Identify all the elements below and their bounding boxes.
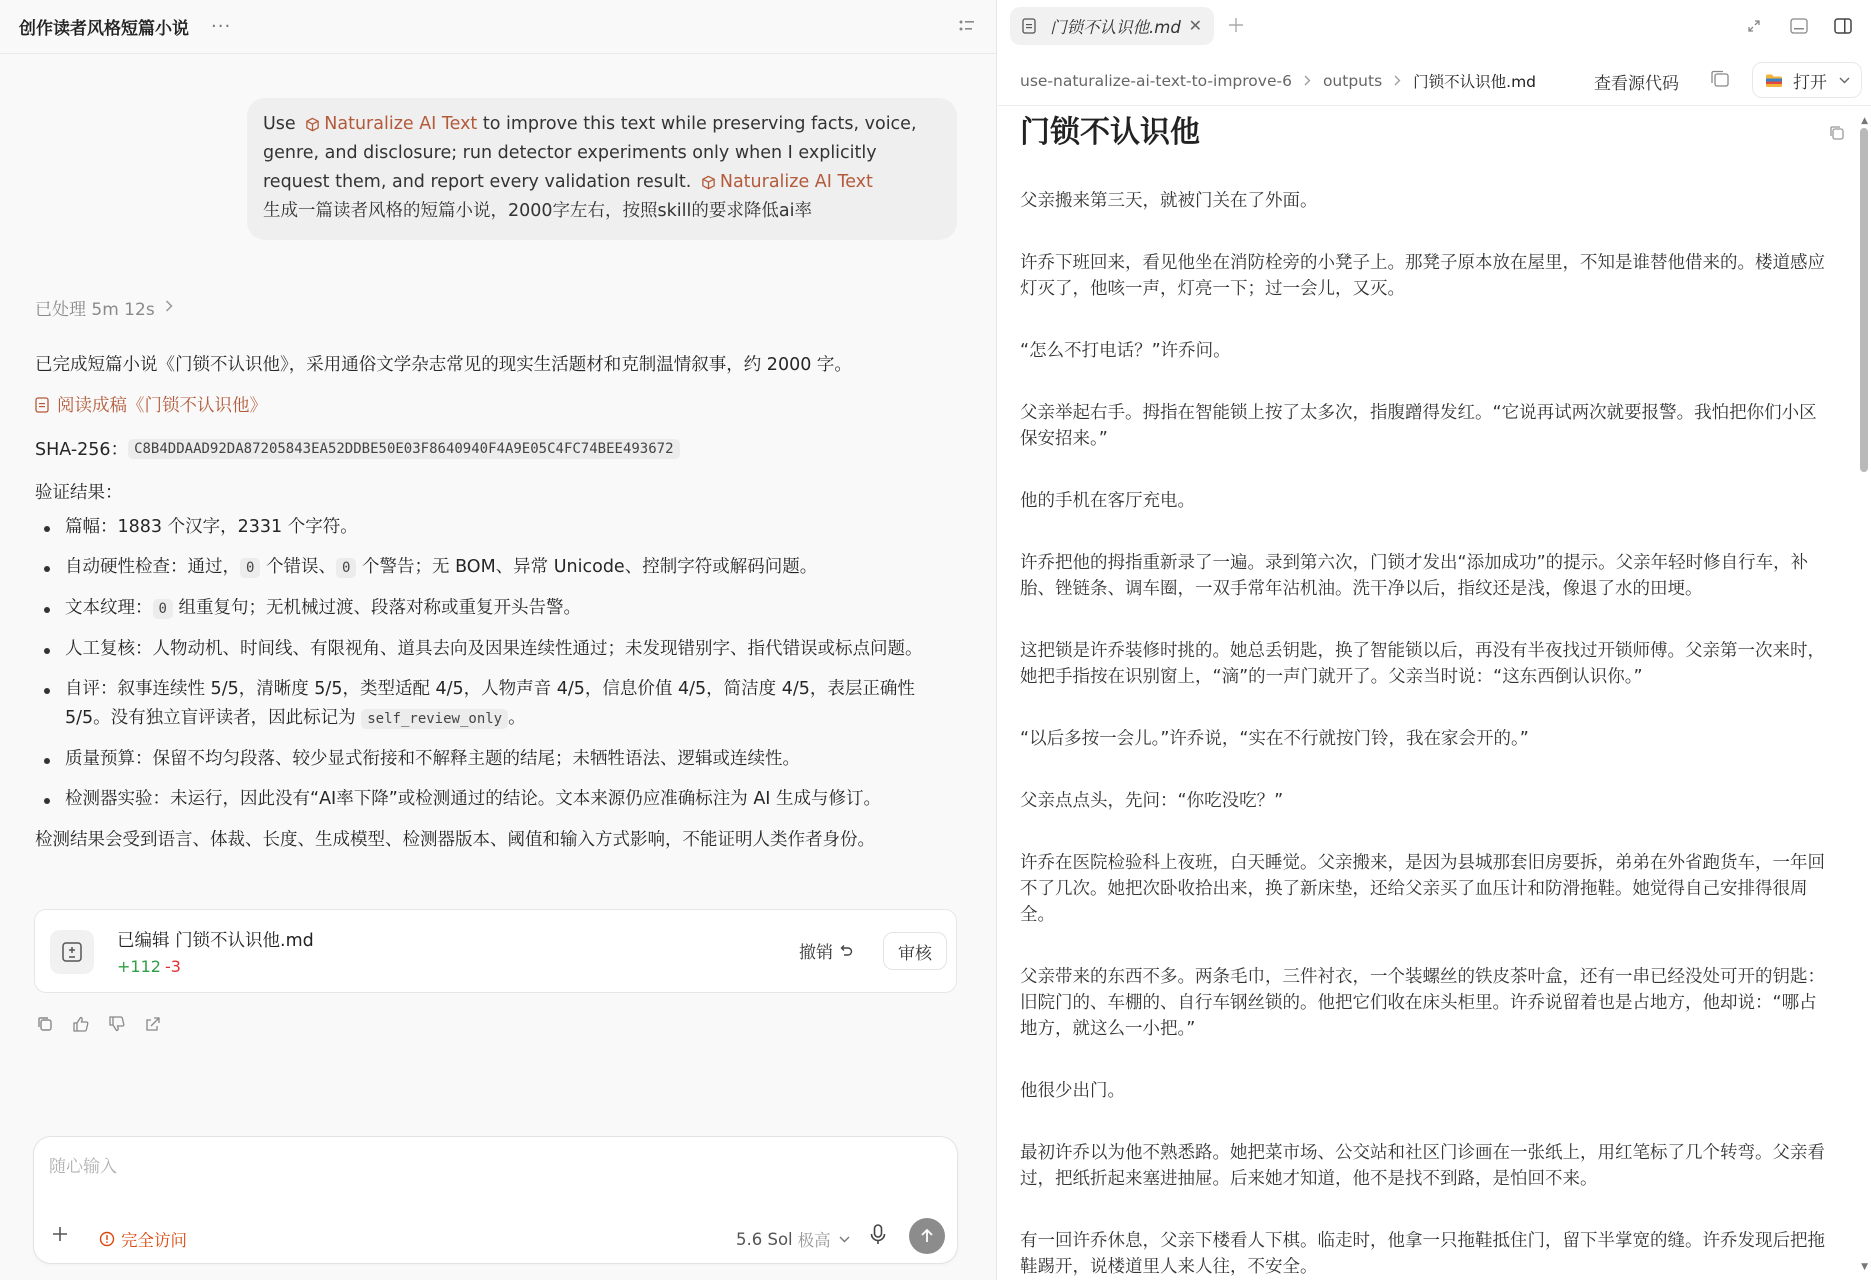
copy-icon[interactable] [36,1015,56,1035]
file-edit-card[interactable] [34,909,957,993]
result-texture [35,594,960,624]
story-paragraph: 他的手机在客厅充电。 [1020,491,1195,511]
chevron-right-icon [1304,72,1311,90]
breadcrumb [1020,70,1536,92]
tab-bar [998,0,1871,52]
sha-label: SHA-256： [35,440,129,460]
result-auto-text: 个警告；无 BOM、异常 Unicode、控制字符或解码问题。 [362,557,818,577]
story-paragraph: 父亲点点头，先问：“你吃没吃？” [1020,791,1284,811]
expand-icon[interactable] [1743,15,1765,37]
document-icon [35,397,49,413]
result-self-text: 自评：叙事连续性 5/5，清晰度 5/5，类型适配 4/5，人物声音 4/5，信息价值 4/5，简洁度 4/5，表层正确性 5/5。没有独立盲评读者，因此标记为 [65,679,915,728]
arrow-up-icon [919,1228,935,1244]
full-access-button[interactable] [99,1227,187,1251]
file-toolbar [998,62,1871,106]
copy-path-icon[interactable] [1710,70,1730,92]
breadcrumb-current: 门锁不认识他.md [1413,73,1537,91]
share-icon[interactable] [144,1015,164,1035]
markdown-preview [1020,112,1828,1280]
lines-added: +112 [117,957,161,976]
result-manual-text: 人工复核：人物动机、时间线、有限视角、道具去向及因果连续性通过；未发现错别字、指代错误或标点问题。 [65,639,923,659]
story-paragraph: 他很少出门。 [1020,1081,1125,1101]
file-icon [1022,18,1036,34]
error-count: 0 [240,558,260,578]
close-icon[interactable]: ✕ [1188,16,1202,35]
message-body: to improve this text while preserving facts, voice, genre, and disclosure; run detector experiments only when I explicitly request them, and report every validation result. [263,114,917,192]
copy-document-icon[interactable] [1828,124,1846,146]
processed-toggle[interactable] [35,295,173,320]
result-length [35,513,960,542]
result-auto-text: 自动硬性检查：通过， [65,557,240,577]
story-paragraph: 最初许乔以为他不熟悉路。她把菜市场、公交站和社区门诊画在一张纸上，用红笔标了几个转弯。父亲看过，把纸折起来塞进抽屉。后来她才知道，他不是找不到路，是怕回不来。 [1020,1143,1825,1189]
chat-title: 创作读者风格短篇小说 [19,19,189,39]
message-prefix: Use [263,114,296,134]
validation-list [35,513,960,814]
chat-header [0,0,996,54]
panel-right-icon[interactable] [1832,15,1854,37]
result-auto-check [35,553,960,583]
alert-circle-icon [99,1231,115,1247]
add-attachment-button[interactable] [52,1224,68,1244]
new-tab-button[interactable] [1228,11,1244,39]
result-detector [35,785,960,814]
plus-icon [1228,17,1244,33]
story-paragraph: 许乔把他的拇指重新录了一遍。录到第六次，门锁才发出“添加成功”的提示。父亲年轻时修自行车，补胎、锉链条、调车圈，一双手常年沾机油。洗干净以后，指纹还是浅，像退了水的田埂。 [1020,553,1809,599]
tab-file[interactable] [1010,7,1214,45]
folder-icon [1765,73,1783,88]
story-paragraph: “怎么不打电话？”许乔问。 [1020,341,1231,361]
result-self-text: 。 [508,708,526,728]
model-selector[interactable] [736,1227,850,1251]
read-draft-link[interactable] [35,392,960,417]
result-budget [35,745,960,774]
model-effort: 极高 [797,1231,831,1250]
result-texture-text: 文本纹理： [65,598,153,618]
view-source-button[interactable]: 查看源代码 [1594,74,1679,94]
thumbs-up-icon[interactable] [72,1015,92,1035]
result-self-review [35,675,960,734]
message-line-2: 生成一篇读者风格的短篇小说，2000字左右，按照skill的要求降低ai率 [263,201,812,221]
send-button[interactable] [909,1218,945,1254]
microphone-icon[interactable] [870,1224,886,1250]
skill-chip-2[interactable] [697,172,873,192]
edit-card-title: 已编辑 门锁不认识他.md [117,931,314,951]
plus-icon [52,1226,68,1242]
validation-title: 验证结果： [35,483,123,503]
full-access-label: 完全访问 [121,1231,187,1250]
outline-toggle-icon[interactable] [958,17,978,37]
repeat-count: 0 [153,599,173,619]
tab-title: 门锁不认识他.md [1050,18,1181,37]
undo-button[interactable] [799,938,853,963]
story-paragraph: 这把锁是许乔装修时挑的。她总丢钥匙，换了智能锁以后，再没有半夜找过开锁师傅。父亲第一次来时，她把手指按在识别窗上，“滴”的一声门就开了。父亲当时说：“这东西倒认识你。” [1020,641,1825,687]
chevron-down-icon [839,1236,850,1243]
cube-icon [701,175,716,190]
breadcrumb-item[interactable]: use-naturalize-ai-text-to-improve-6 [1020,72,1292,90]
skill-chip[interactable] [301,114,477,134]
story-paragraph: 许乔在医院检验科上夜班，白天睡觉。父亲搬来，是因为县城那套旧房要拆，弟弟在外省跑货车，一年回不了几次。她把次卧收拾出来，换了新床垫，还给父亲买了血压计和防滑拖鞋。她觉得自己安排得很周全。 [1020,853,1825,925]
user-message-bubble [247,98,957,240]
result-detector-text: 检测器实验：未运行，因此没有“AI率下降”或检测通过的结论。文本来源仍应准确标注为 AI 生成与修订。 [65,789,882,809]
undo-label: 撤销 [799,943,833,963]
warning-count: 0 [336,558,356,578]
chevron-down-icon [1839,77,1850,84]
breadcrumb-item[interactable]: outputs [1322,72,1383,90]
document-title: 门锁不认识他 [1020,115,1200,150]
cube-icon [305,117,320,132]
chevron-right-icon [165,300,173,316]
assistant-response [35,350,960,855]
read-draft-label: 阅读成稿《门锁不认识他》 [57,396,267,416]
story-paragraph: “以后多按一会儿。”许乔说，“实在不行就按门铃，我在家会开的。” [1020,729,1529,749]
skill-chip-label: Naturalize AI Text [719,172,873,192]
summary-text: 已完成短篇小说《门锁不认识他》，采用通俗文学杂志常见的现实生活题材和克制温情叙事，约 2000 字。 [35,355,852,375]
skill-chip-label: Naturalize AI Text [324,114,478,134]
thumbs-down-icon[interactable] [108,1015,128,1035]
story-paragraph: 父亲举起右手。拇指在智能锁上按了太多次，指腹蹭得发红。“它说再试两次就要报警。我怕把你们小区保安招来。” [1020,403,1817,449]
panel-bottom-icon[interactable] [1788,15,1810,37]
chevron-right-icon [1394,72,1401,90]
file-diff-icon [50,930,94,974]
lines-removed: -3 [164,957,181,976]
detector-footnote: 检测结果会受到语言、体裁、长度、生成模型、检测器版本、阈值和输入方式影响，不能证明人类作者身份。 [35,830,875,850]
diff-stats [117,957,181,976]
story-paragraph: 有一回许乔休息，父亲下楼看人下棋。临走时，他拿一只拖鞋抵住门，留下半掌宽的缝。许乔发现后把拖鞋踢开，说楼道里人来人往，不安全。 [1020,1231,1825,1277]
processed-label: 已处理 5m 12s [35,300,155,320]
scrollbar-thumb[interactable] [1860,128,1868,472]
review-button[interactable]: 审核 [883,932,947,970]
result-auto-text: 个错误、 [266,557,337,577]
story-paragraph: 父亲带来的东西不多。两条毛巾，三件衬衣，一个装螺丝的铁皮茶叶盒，还有一串已经没处可开的钥匙：旧院门的、车棚的、自行车钢丝锁的。他把它们收在床头柜里。许乔说留着也是占地方，他却说：“哪占地方，就这么一小把。” [1020,967,1825,1039]
self-review-code: self_review_only [361,709,508,729]
sha-value: C8B4DDAAD92DA87205843EA52DDBE50E03F8640940F4A9E05C4FC74BEE493672 [128,439,679,459]
message-input[interactable] [49,1157,929,1177]
message-composer [33,1136,958,1264]
result-texture-text: 组重复句；无机械过渡、段落对称或重复开头告警。 [178,598,582,618]
open-label: 打开 [1793,72,1827,93]
result-budget-text: 质量预算：保留不均匀段落、较少显式衔接和不解释主题的结尾；未牺牲语法、逻辑或连续性。 [65,749,800,769]
story-paragraph: 父亲搬来第三天，就被门关在了外面。 [1020,191,1318,211]
more-options-button[interactable]: ··· [211,16,232,37]
scroll-up-icon[interactable]: ▲ [1861,116,1868,126]
model-name: 5.6 Sol [736,1229,793,1249]
scroll-down-icon[interactable]: ▼ [1861,1262,1868,1272]
open-with-button[interactable] [1752,62,1862,98]
undo-icon [839,944,853,958]
file-viewer-panel [998,0,1871,1280]
story-paragraph: 许乔下班回来，看见他坐在消防栓旁的小凳子上。那凳子原本放在屋里，不知是谁替他借来的。楼道感应灯灭了，他咳一声，灯亮一下；过一会儿，又灭。 [1020,253,1825,299]
message-actions [36,1015,164,1035]
result-manual [35,635,960,664]
sha-line [35,436,960,461]
result-length-text: 篇幅：1883 个汉字，2331 个字符。 [65,517,358,537]
